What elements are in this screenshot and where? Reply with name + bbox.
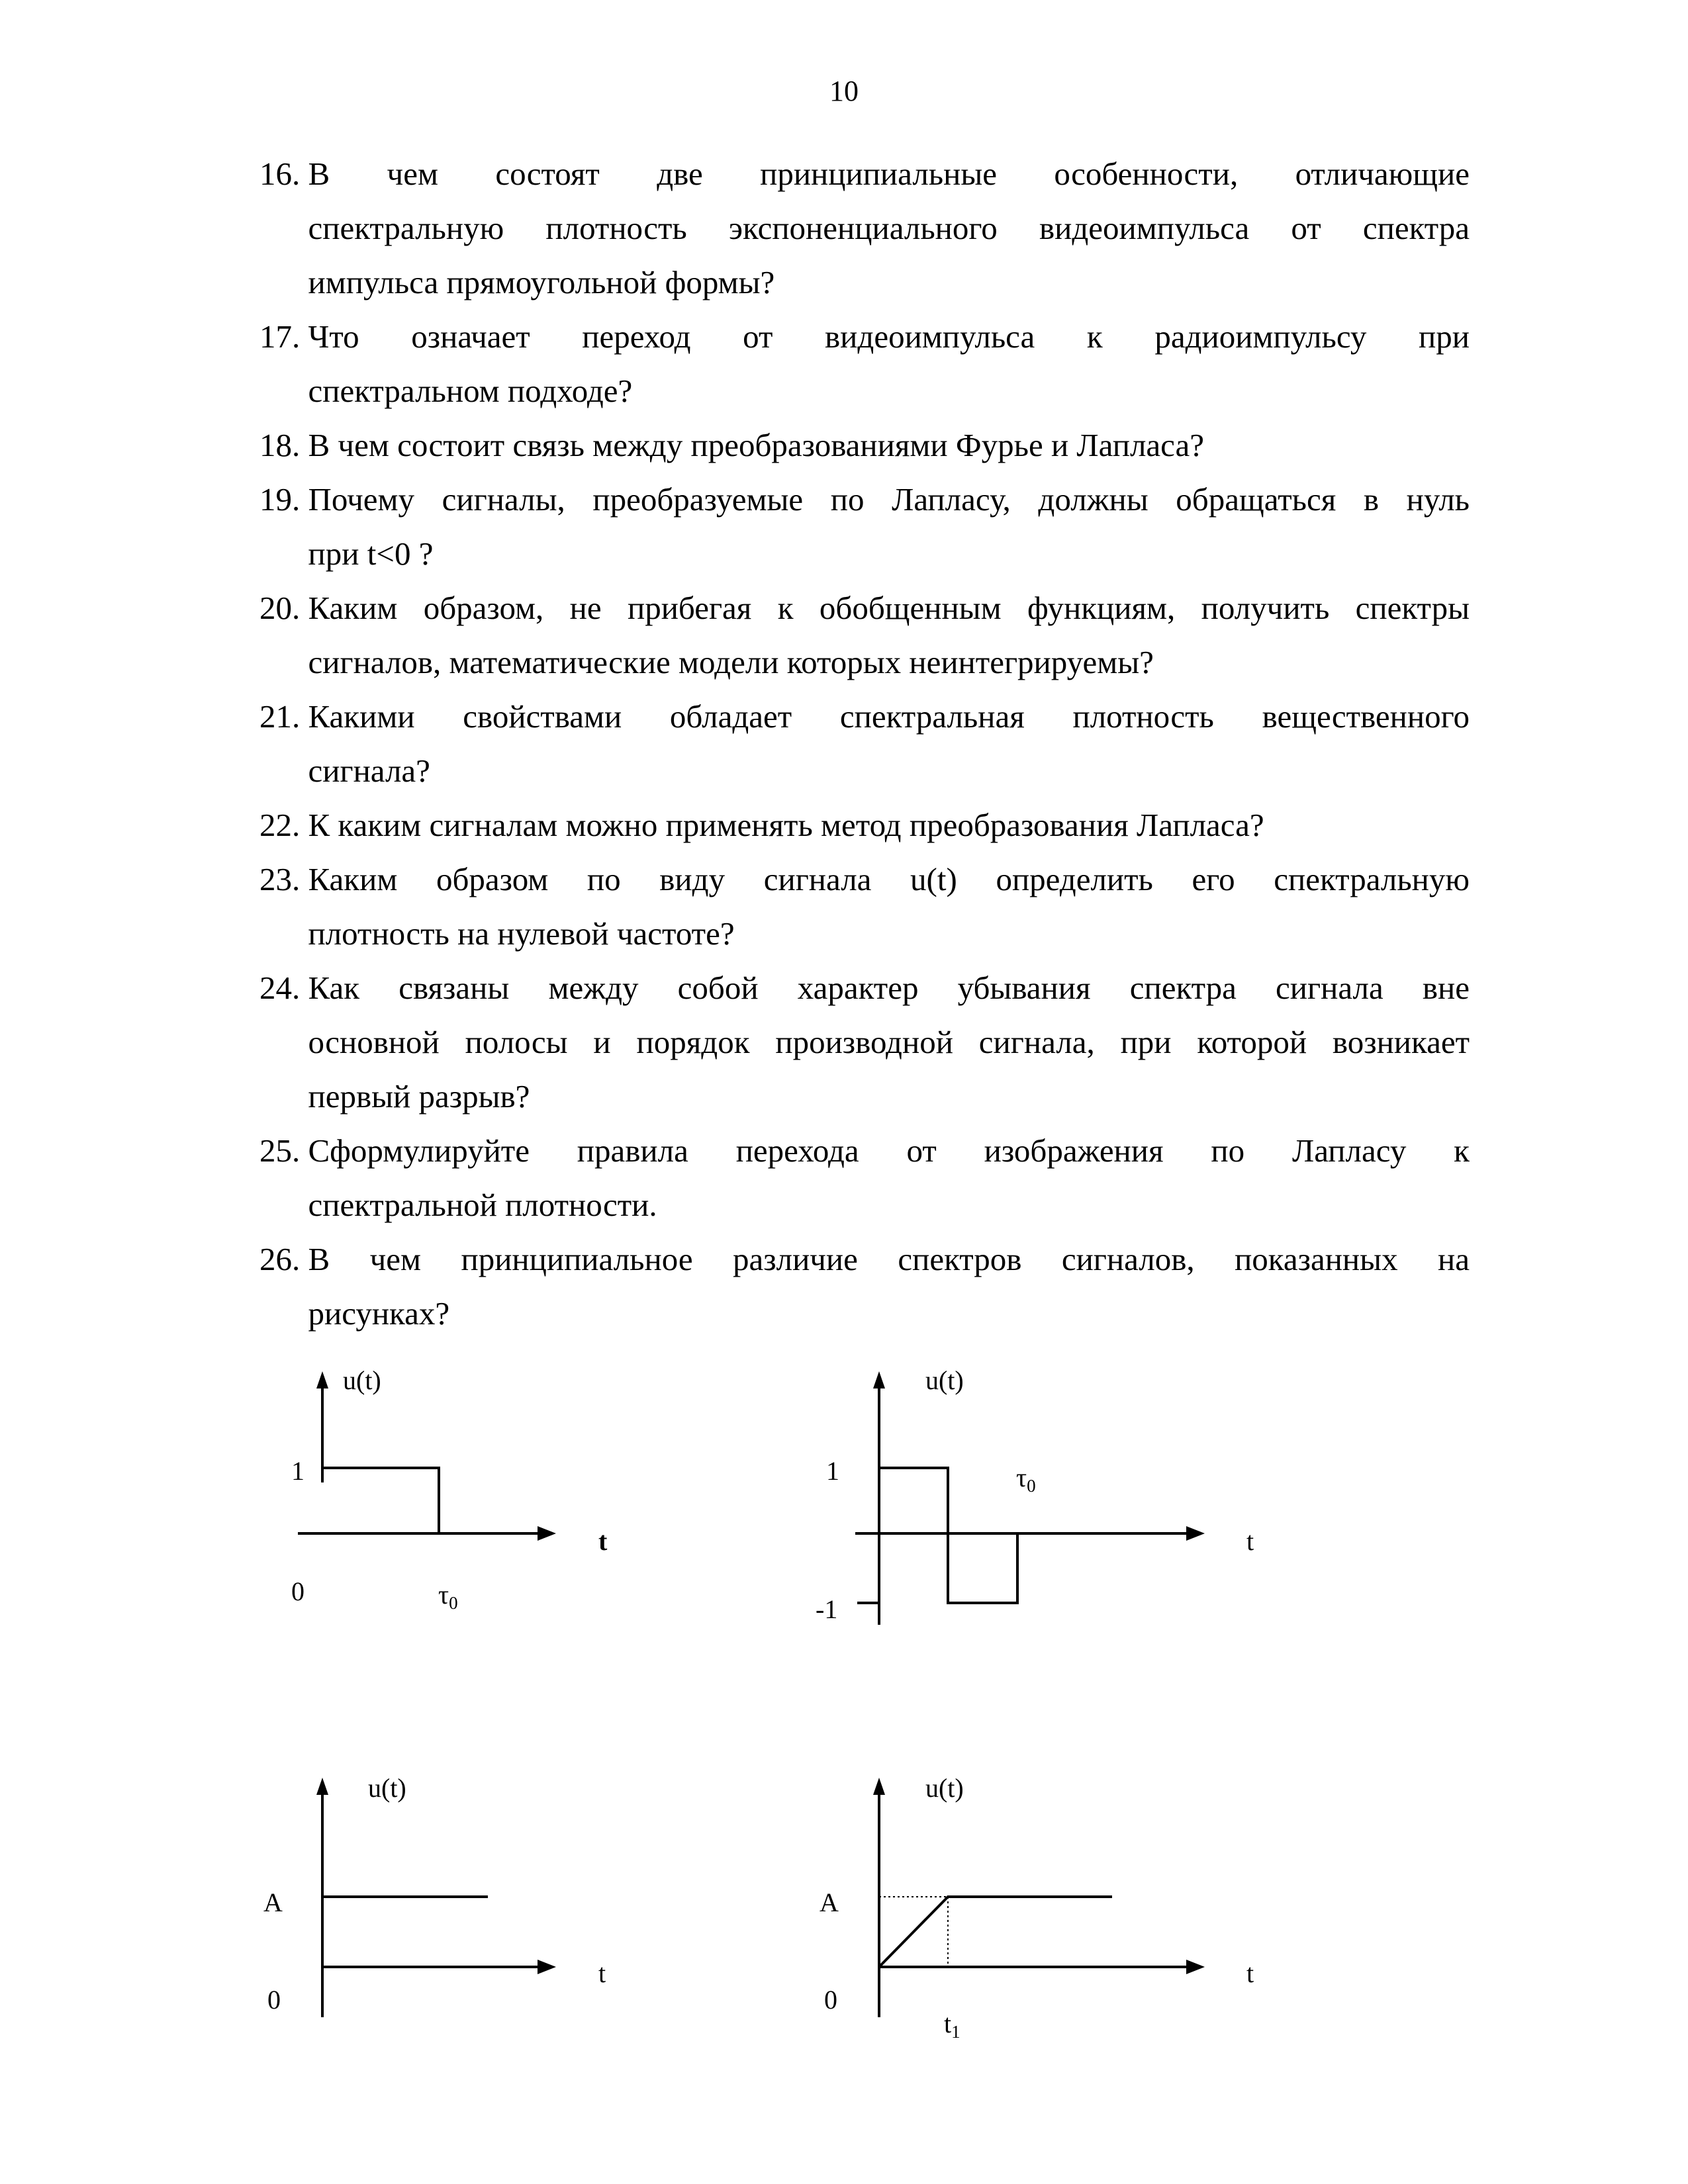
fig2-graph: [855, 1371, 1205, 1625]
question-line: В чем принципиальное различие спектров сигналов, показанных на: [308, 1241, 1470, 1277]
question-line: Почему сигналы, преобразуемые по Лапласу, должны обращаться в нуль: [308, 481, 1470, 518]
fig2-y-label: u(t): [925, 1365, 964, 1395]
fig1-origin-label: 0: [291, 1576, 305, 1606]
fig3-level-label: A: [263, 1888, 283, 1917]
fig4-x-label: t: [1246, 1958, 1254, 1988]
question-line: сигнала?: [308, 752, 430, 789]
fig4-y-arrow: [873, 1778, 885, 1795]
question-number: 16.: [259, 156, 308, 192]
question-line: первый разрыв?: [308, 1078, 530, 1115]
fig1-y-arrow: [316, 1371, 328, 1388]
question-line: импульса прямоугольной формы?: [308, 264, 775, 300]
question-number: 24.: [259, 970, 308, 1006]
question-number: 25.: [259, 1132, 308, 1169]
fig1-graph: [298, 1371, 556, 1541]
question-line: В чем состоят две принципиальные особенности, отличающие: [308, 156, 1470, 192]
fig4-x-arrow: [1186, 1960, 1205, 1974]
question-line: Как связаны между собой характер убывания спектра сигнала вне: [308, 970, 1470, 1006]
fig3-x-label: t: [598, 1958, 606, 1988]
fig3-y-label: u(t): [368, 1773, 406, 1803]
question-number: 21.: [259, 698, 308, 735]
question-line: В чем состоит связь между преобразованиями Фурье и Лапласа?: [308, 427, 1205, 463]
question-number: 18.: [259, 427, 308, 463]
question-line: Что означает переход от видеоимпульса к радиоимпульсу при: [308, 318, 1470, 355]
question-line: Сформулируйте правила перехода от изображения по Лапласу к: [308, 1132, 1470, 1169]
fig3-y-arrow: [316, 1778, 328, 1795]
question-line: сигналов, математические модели которых неинтегрируемы?: [308, 644, 1154, 680]
fig4-ramp-step: [879, 1897, 1112, 1967]
fig1-tau-label: $\tau_0$: [438, 1580, 458, 1613]
question-line: Каким образом по виду сигнала u(t) определить его спектральную: [308, 861, 1470, 897]
fig1-x-label: t: [598, 1526, 608, 1556]
fig4-t1-label: $t_1$: [944, 2009, 961, 2042]
fig2-x-arrow: [1186, 1526, 1205, 1541]
question-line: при t<0 ?: [308, 535, 434, 572]
question-number: 20.: [259, 590, 308, 626]
question-line: спектральном подходе?: [308, 373, 633, 409]
question-line: основной полосы и порядок производной сигнала, при которой возникает: [308, 1024, 1470, 1060]
fig2-pos-label: 1: [826, 1456, 839, 1486]
fig4-y-label: u(t): [925, 1773, 964, 1803]
fig1-pulse: [322, 1468, 439, 1533]
fig2-tau-label: $\tau_0$: [1016, 1463, 1036, 1496]
question-number: 23.: [259, 861, 308, 897]
fig3-origin-label: 0: [267, 1985, 281, 2015]
question-line: плотность на нулевой частоте?: [308, 915, 735, 952]
fig4-level-label: A: [820, 1888, 839, 1917]
question-line: К каким сигналам можно применять метод преобразования Лапласа?: [308, 807, 1264, 843]
fig1-y-label: u(t): [343, 1365, 381, 1395]
question-number: 26.: [259, 1241, 308, 1277]
fig1-level-label: 1: [291, 1456, 305, 1486]
question-line: спектральной плотности.: [308, 1187, 657, 1223]
fig2-y-arrow: [873, 1371, 885, 1388]
fig1-x-arrow: [538, 1526, 556, 1541]
question-line: Каким образом, не прибегая к обобщенным функциям, получить спектры: [308, 590, 1470, 626]
fig2-neg-label: -1: [816, 1594, 838, 1624]
question-number: 22.: [259, 807, 308, 843]
question-line: Какими свойствами обладает спектральная плотность вещественного: [308, 698, 1470, 735]
fig4-origin-label: 0: [824, 1985, 837, 2015]
question-line: рисунках?: [308, 1295, 450, 1332]
fig2-pulse: [879, 1468, 1017, 1603]
question-line: спектральную плотность экспоненциального видеоимпульса от спектра: [308, 210, 1470, 246]
fig3-x-arrow: [538, 1960, 556, 1974]
fig2-x-label: t: [1246, 1526, 1254, 1556]
fig3-graph: [316, 1778, 556, 2017]
page-number: 10: [829, 75, 859, 107]
question-number: 19.: [259, 481, 308, 518]
question-number: 17.: [259, 318, 308, 355]
fig4-graph: [873, 1778, 1205, 2017]
